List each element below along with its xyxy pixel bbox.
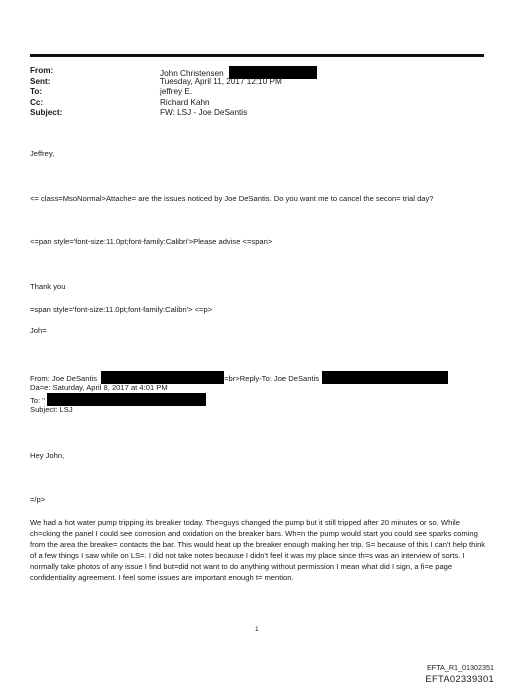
quoted-to: To: " xyxy=(30,396,45,405)
quoted-paragraph: We had a hot water pump tripping its breaker today. The=guys changed the pump but it still tripped after 20 minutes or so. While ch=cking the panel I could see corrosion and oxidation on the breaker bars. Wh=n the pump would start you could see sparks coming from the area the breake= contacts the bar. This would heat up the breaker enough making her trip. S= because of this I can't help think of a few things I saw while on LS=. I did not take notes because I didn't feel it was my place since th=s was an interview of sorts. I normally take photos of any issue I find but=did not want to do anything without permission I mean what did I sign, a fi=e page confidentiality agreement. I feel some issues are important enough t= mention. xyxy=(30,518,486,583)
quoted-from: From: Joe DeSantis xyxy=(30,374,98,383)
subject-row xyxy=(30,108,484,119)
body-line-2: <=pan style='font-size:11.0pt;font-family:Calibri'>Please advise <=span> xyxy=(30,237,273,246)
sent-value: Tuesday, April 11, 2017 12:10 PM xyxy=(160,76,282,86)
body-line-1: <= class=MsoNormal>Attache= are the issues noticed by Joe DeSantis. Do you want me to cancel the secon= trial day? xyxy=(30,194,434,203)
from-value: John Christensen xyxy=(160,69,224,78)
thanks-line: Thank you xyxy=(30,282,66,291)
quoted-reply-to: =br>Reply-To: Joe DeSantis xyxy=(224,374,320,383)
cc-row xyxy=(30,98,484,109)
from-row xyxy=(30,66,484,77)
subject-label: Subject: xyxy=(30,108,63,117)
bates-number-2: EFTA02339301 xyxy=(425,673,494,684)
header-rule xyxy=(30,54,484,57)
quoted-tag: =/p> xyxy=(30,495,46,504)
cc-value: Richard Kahn xyxy=(160,97,210,107)
to-label: To: xyxy=(30,87,43,96)
quoted-subject: Subject: LSJ xyxy=(30,405,73,414)
cc-label: Cc: xyxy=(30,97,44,107)
page-number: 1 xyxy=(255,626,259,633)
greeting: Jeffrey, xyxy=(30,149,55,158)
to-value: jeffrey E. xyxy=(160,87,193,96)
to-row xyxy=(30,87,484,98)
subject-value: FW: LSJ - Joe DeSantis xyxy=(160,108,248,117)
quoted-greeting: Hey John, xyxy=(30,451,65,460)
redaction-box xyxy=(322,371,448,384)
bates-number-1: EFTA_R1_01302351 xyxy=(427,663,494,672)
from-label: From: xyxy=(30,66,54,75)
signature: Joh= xyxy=(30,326,47,335)
quoted-date: Da=e: Saturday, April 8, 2017 at 4:01 PM xyxy=(30,383,168,392)
sent-label: Sent: xyxy=(30,76,51,86)
email-header xyxy=(30,66,484,119)
sent-row xyxy=(30,77,484,88)
body-line-3: =span style='font-size:11.0pt;font-family:Calibri'> <=p> xyxy=(30,305,213,314)
